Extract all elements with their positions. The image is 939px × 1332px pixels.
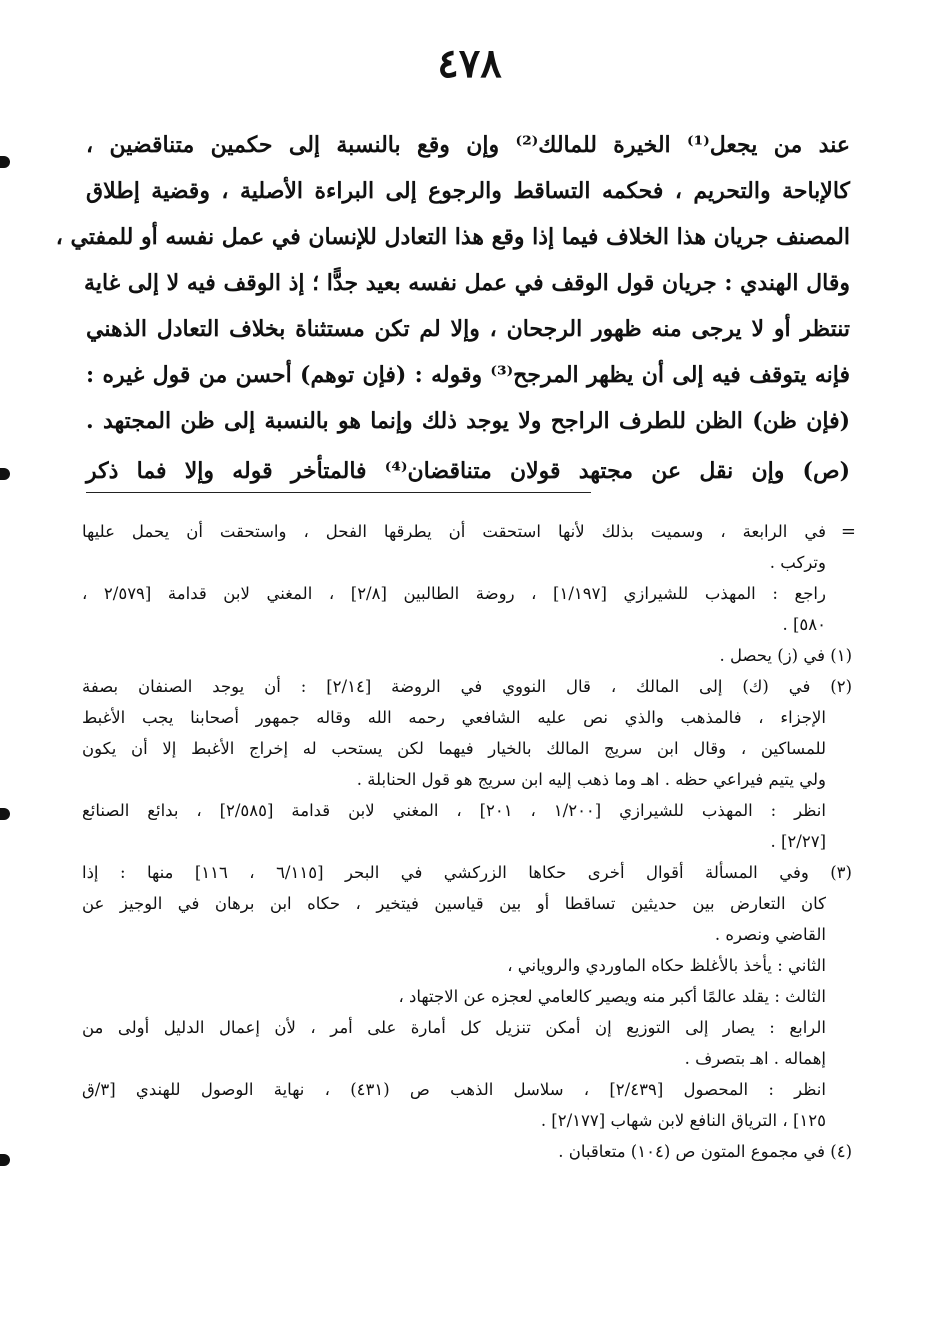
binding-mark bbox=[0, 156, 10, 168]
footnote-text: انظر : المهذب للشيرازي [١/٢٠٠ ، ٢٠١] ، المغني لابن قدامة [٢/٥٨٥] ، بدائع الصنائع bbox=[82, 801, 826, 820]
footnote-line bbox=[82, 764, 852, 795]
binding-mark bbox=[0, 468, 10, 480]
binding-mark bbox=[0, 1154, 10, 1166]
main-line: المصنف جريان هذا الخلاف فيما إذا وقع هذا التعادل للإنسان في عمل نفسه أو للمفتي ، bbox=[55, 224, 850, 250]
footnote-line bbox=[82, 981, 852, 1012]
footnote-text: الرابع : يصار إلى التوزيع إن أمكن تنزيل كل أمارة على أمر ، لأن إعمال الدليل أولى من bbox=[82, 1018, 826, 1037]
footnote-text: (١) في (ز) يحصل . bbox=[719, 646, 852, 665]
footnote-line bbox=[82, 1074, 852, 1105]
footnote-line bbox=[82, 578, 852, 609]
main-line: وقال الهندي : جريان قول الوقف في عمل نفسه بعيد جدًّا ؛ إذ الوقف فيه لا إلى غاية bbox=[84, 270, 850, 296]
footnote-text: إهماله . اهـ بتصرف . bbox=[684, 1049, 826, 1068]
continuation-mark: = bbox=[840, 521, 856, 542]
footnote-line bbox=[82, 1105, 852, 1136]
main-line: عند من يجعل⁽¹⁾ الخيرة للمالك⁽²⁾ وإن وقع بالنسبة إلى حكمين متناقضين ، bbox=[86, 132, 850, 158]
footnote-line bbox=[82, 516, 856, 547]
footnote-line bbox=[82, 1012, 852, 1043]
footnote-line bbox=[82, 919, 852, 950]
footnote-text: ولي يتيم فيراعي حظه . اهـ وما ذهب إليه ابن سريج هو قول الحنابلة . bbox=[356, 770, 826, 789]
footnote-text: للمساكين ، وقال ابن سريج المالك بالخيار فيهما لكن يستحب له إخراج الأغبط إلا أن يكون bbox=[82, 739, 826, 758]
footnote-line bbox=[82, 733, 852, 764]
footnote-text: الإجزاء ، فالمذهب والذي نص عليه الشافعي رحمه الله وقاله جمهور أصحابنا يجب الأغبط bbox=[82, 708, 826, 727]
main-text bbox=[55, 122, 851, 444]
footnote-line bbox=[82, 795, 852, 826]
footnote-line bbox=[82, 1043, 852, 1074]
footnote-text: في الرابعة ، وسميت بذلك لأنها استحقت أن يطرقها الفحل ، واستحقت أن يحمل عليها bbox=[82, 522, 826, 541]
main-line: (فإن ظن) الظن للطرف الراجح ولا يوجد ذلك وإنما هو بالنسبة إلى ظن المجتهد . bbox=[86, 408, 850, 434]
footnote-line bbox=[82, 1136, 852, 1167]
footnote-text: ١٢٥] ، الترياق النافع لابن شهاب [٢/١٧٧] . bbox=[540, 1111, 826, 1130]
footnote-line bbox=[82, 640, 852, 671]
footnote-text: انظر : المحصول [٢/٤٣٩] ، سلاسل الذهب ص (٤٣١) ، نهاية الوصول للهندي [٣/ق bbox=[82, 1080, 826, 1099]
footnote-text: راجع : المهذب للشيرازي [١/١٩٧] ، روضة الطالبين [٢/٨] ، المغني لابن قدامة [٢/٥٧٩ ، bbox=[82, 584, 826, 603]
footnote-line bbox=[82, 609, 852, 640]
main-line: فإنه يتوقف فيه إلى أن يظهر المرجح⁽³⁾ وقوله : (فإن توهم) أحسن من قول غيره : bbox=[86, 362, 851, 388]
heading-underline bbox=[86, 492, 591, 493]
footnote-line bbox=[82, 888, 852, 919]
binding-mark bbox=[0, 808, 10, 820]
footnote-text: وتركب . bbox=[769, 553, 826, 572]
footnote-text: كان التعارض بين حديثين تساقطا أو بين قياسين فيتخير ، حكاه ابن برهان في الوجيز عن bbox=[82, 894, 826, 913]
footnote-line bbox=[82, 826, 852, 857]
page-number: ٤٧٨ bbox=[437, 40, 502, 87]
footnote-text: (٢) في (ك) إلى المالك ، قال النووي في الروضة [٢/١٤] : أن يوجد الصنفان بصفة bbox=[82, 677, 852, 696]
footnote-line bbox=[82, 950, 852, 981]
footnote-text: ٥٨٠] . bbox=[782, 615, 826, 634]
main-line: كالإباحة والتحريم ، فحكمه التساقط والرجوع إلى البراءة الأصلية ، وقضية إطلاق bbox=[86, 178, 850, 204]
footnote-text: [٢/٢٧] . bbox=[770, 832, 826, 851]
matn-heading: (ص) وإن نقل عن مجتهد قولان متناقضان⁽⁴⁾ فالمتأخر قوله وإلا فما ذكر bbox=[86, 458, 850, 484]
main-line: تنتظر أو لا يرجى منه ظهور الرجحان ، وإلا لم تكن مستثناة بخلاف التعادل الذهني bbox=[86, 316, 850, 342]
footnote-text: الثالث : يقلد عالمًا أكبر منه ويصير كالعامي لعجزه عن الاجتهاد ، bbox=[398, 987, 826, 1006]
footnote-text: (٤) في مجموع المتون ص (١٠٤) متعاقبان . bbox=[558, 1142, 852, 1161]
footnote-text: الثاني : يأخذ بالأغلظ حكاه الماوردي والروياني ، bbox=[507, 956, 826, 975]
footnote-line bbox=[82, 547, 852, 578]
footnote-text: (٣) وفي المسألة أقوال أخرى حكاها الزركشي في البحر [٦/١١٥ ، ١١٦] منها : إذا bbox=[82, 863, 852, 882]
footnote-line bbox=[82, 857, 852, 888]
footnote-line bbox=[82, 702, 852, 733]
footnote-line bbox=[82, 671, 852, 702]
footnotes bbox=[82, 516, 856, 1167]
footnote-text: القاضي ونصره . bbox=[714, 925, 826, 944]
